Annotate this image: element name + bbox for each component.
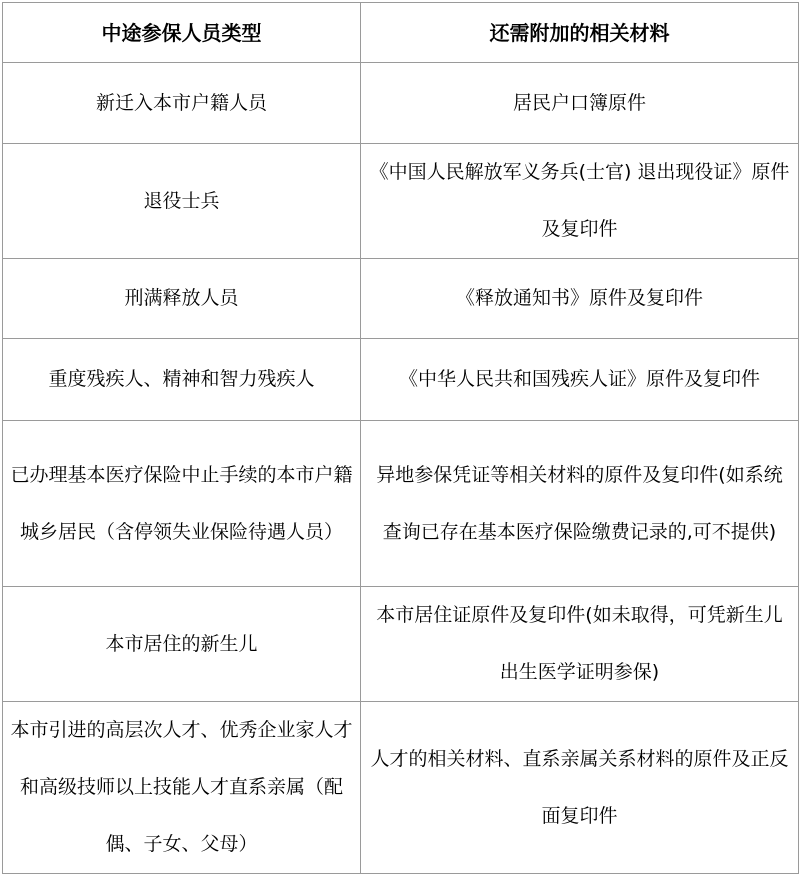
table-row [3,702,799,874]
required-materials-cell: 人才的相关材料、直系亲属关系材料的原件及正反面复印件 [361,702,799,874]
required-materials-cell: 居民户口簿原件 [361,63,799,144]
table-row [3,339,799,421]
applicant-type-cell: 重度残疾人、精神和智力残疾人 [3,339,361,421]
required-materials-cell: 《中华人民共和国残疾人证》原件及复印件 [361,339,799,421]
table-header-row [3,3,799,63]
required-materials-cell: 异地参保凭证等相关材料的原件及复印件(如系统查询已存在基本医疗保险缴费记录的,可不提供) [361,421,799,587]
requirements-table [2,2,799,874]
header-required-materials: 还需附加的相关材料 [361,3,799,63]
header-applicant-type: 中途参保人员类型 [3,3,361,63]
required-materials-cell: 《中国人民解放军义务兵(士官) 退出现役证》原件及复印件 [361,144,799,259]
applicant-type-cell: 本市居住的新生儿 [3,587,361,702]
table-row [3,421,799,587]
table-row [3,63,799,144]
table-row [3,587,799,702]
applicant-type-cell: 本市引进的高层次人才、优秀企业家人才和高级技师以上技能人才直系亲属（配偶、子女、父母） [3,702,361,874]
table-row [3,259,799,339]
required-materials-cell: 《释放通知书》原件及复印件 [361,259,799,339]
table-row [3,144,799,259]
applicant-type-cell: 退役士兵 [3,144,361,259]
applicant-type-cell: 刑满释放人员 [3,259,361,339]
applicant-type-cell: 已办理基本医疗保险中止手续的本市户籍城乡居民（含停领失业保险待遇人员） [3,421,361,587]
applicant-type-cell: 新迁入本市户籍人员 [3,63,361,144]
required-materials-cell: 本市居住证原件及复印件(如未取得，可凭新生儿出生医学证明参保) [361,587,799,702]
